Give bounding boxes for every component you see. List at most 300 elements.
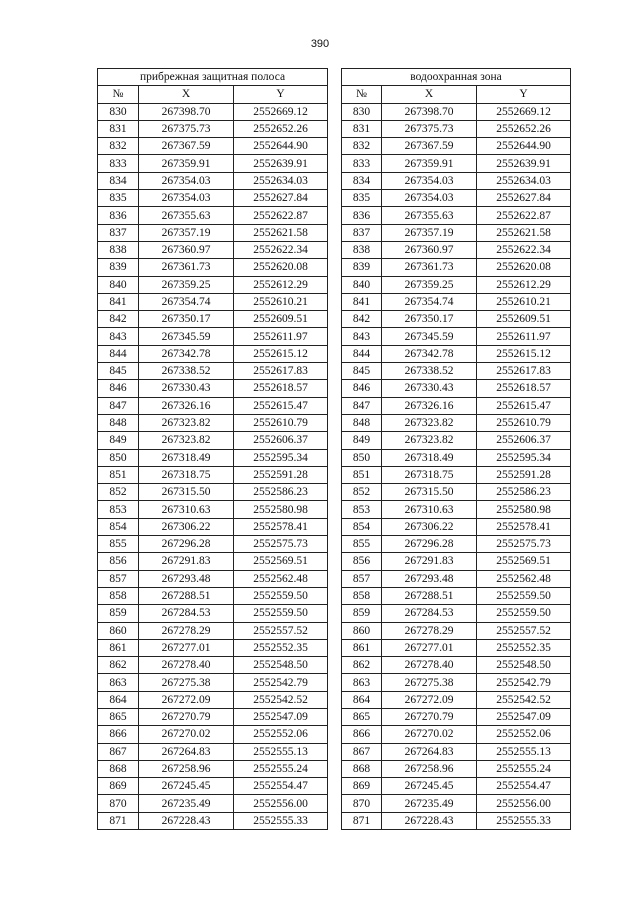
x-coordinate-cell: 267245.45 — [139, 778, 234, 795]
x-coordinate-cell: 267291.83 — [139, 553, 234, 570]
page-number: 390 — [310, 38, 330, 50]
x-coordinate-cell: 267310.63 — [139, 501, 234, 518]
y-coordinate-cell: 2552606.37 — [477, 432, 571, 449]
y-coordinate-cell: 2552555.13 — [477, 743, 571, 760]
y-coordinate-cell: 2552652.26 — [477, 120, 571, 137]
point-number-cell: 857 — [342, 570, 382, 587]
y-coordinate-cell: 2552559.50 — [234, 605, 328, 622]
point-number-cell: 870 — [342, 795, 382, 812]
point-number-cell: 852 — [98, 484, 139, 501]
table-row — [98, 259, 328, 276]
table-row — [98, 639, 328, 656]
x-coordinate-cell: 267277.01 — [139, 639, 234, 656]
table-row — [98, 760, 328, 777]
table-row — [98, 622, 328, 639]
point-number-cell: 856 — [342, 553, 382, 570]
table-row — [98, 138, 328, 155]
y-coordinate-cell: 2552557.52 — [477, 622, 571, 639]
point-number-cell: 855 — [98, 536, 139, 553]
x-coordinate-cell: 267258.96 — [139, 760, 234, 777]
x-coordinate-cell: 267398.70 — [382, 103, 477, 120]
table-row — [98, 605, 328, 622]
x-coordinate-cell: 267310.63 — [382, 501, 477, 518]
table-row — [342, 259, 571, 276]
table-row — [342, 743, 571, 760]
point-number-cell: 843 — [98, 328, 139, 345]
table-row — [98, 432, 328, 449]
point-number-cell: 844 — [98, 345, 139, 362]
y-coordinate-cell: 2552634.03 — [477, 172, 571, 189]
point-number-cell: 838 — [98, 241, 139, 258]
point-number-cell: 851 — [342, 466, 382, 483]
table-row — [342, 657, 571, 674]
x-coordinate-cell: 267354.03 — [139, 190, 234, 207]
table-row — [342, 587, 571, 604]
y-coordinate-cell: 2552595.34 — [477, 449, 571, 466]
column-header-number: № — [342, 86, 382, 103]
table-row — [98, 241, 328, 258]
point-number-cell: 840 — [98, 276, 139, 293]
y-coordinate-cell: 2552615.12 — [477, 345, 571, 362]
table-row — [98, 691, 328, 708]
table-title: водоохранная зона — [342, 69, 571, 86]
column-header-y: Y — [234, 86, 328, 103]
table-row — [342, 639, 571, 656]
table-row — [98, 726, 328, 743]
point-number-cell: 840 — [342, 276, 382, 293]
point-number-cell: 868 — [342, 760, 382, 777]
y-coordinate-cell: 2552555.13 — [234, 743, 328, 760]
table-row — [342, 622, 571, 639]
x-coordinate-cell: 267278.29 — [382, 622, 477, 639]
point-number-cell: 862 — [342, 657, 382, 674]
point-number-cell: 859 — [98, 605, 139, 622]
table-row — [98, 518, 328, 535]
table-row — [342, 397, 571, 414]
y-coordinate-cell: 2552580.98 — [477, 501, 571, 518]
x-coordinate-cell: 267270.02 — [382, 726, 477, 743]
point-number-cell: 846 — [342, 380, 382, 397]
table-row — [98, 328, 328, 345]
y-coordinate-cell: 2552618.57 — [477, 380, 571, 397]
point-number-cell: 864 — [342, 691, 382, 708]
point-number-cell: 860 — [342, 622, 382, 639]
point-number-cell: 845 — [342, 363, 382, 380]
point-number-cell: 854 — [342, 518, 382, 535]
y-coordinate-cell: 2552542.52 — [234, 691, 328, 708]
y-coordinate-cell: 2552622.87 — [234, 207, 328, 224]
table-row — [342, 432, 571, 449]
point-number-cell: 871 — [342, 812, 382, 829]
column-header-x: X — [382, 86, 477, 103]
point-number-cell: 867 — [342, 743, 382, 760]
y-coordinate-cell: 2552639.91 — [234, 155, 328, 172]
y-coordinate-cell: 2552617.83 — [234, 363, 328, 380]
table-row — [98, 657, 328, 674]
table-row — [98, 276, 328, 293]
x-coordinate-cell: 267360.97 — [139, 241, 234, 258]
table-row — [98, 380, 328, 397]
x-coordinate-cell: 267228.43 — [139, 812, 234, 829]
column-header-y: Y — [477, 86, 571, 103]
table-row — [342, 293, 571, 310]
table-row — [342, 691, 571, 708]
table-row — [98, 501, 328, 518]
table-row — [98, 345, 328, 362]
x-coordinate-cell: 267296.28 — [382, 536, 477, 553]
y-coordinate-cell: 2552618.57 — [234, 380, 328, 397]
table-row — [98, 466, 328, 483]
column-header-x: X — [139, 86, 234, 103]
y-coordinate-cell: 2552556.00 — [477, 795, 571, 812]
point-number-cell: 863 — [342, 674, 382, 691]
x-coordinate-cell: 267359.91 — [139, 155, 234, 172]
y-coordinate-cell: 2552612.29 — [477, 276, 571, 293]
table-row — [98, 536, 328, 553]
x-coordinate-cell: 267330.43 — [139, 380, 234, 397]
table-row — [98, 293, 328, 310]
y-coordinate-cell: 2552555.33 — [234, 812, 328, 829]
table-row — [98, 812, 328, 829]
table-row — [342, 172, 571, 189]
x-coordinate-cell: 267323.82 — [139, 414, 234, 431]
x-coordinate-cell: 267318.75 — [139, 466, 234, 483]
point-number-cell: 866 — [342, 726, 382, 743]
x-coordinate-cell: 267323.82 — [382, 432, 477, 449]
point-number-cell: 830 — [342, 103, 382, 120]
table-row — [342, 501, 571, 518]
x-coordinate-cell: 267367.59 — [382, 138, 477, 155]
y-coordinate-cell: 2552555.24 — [234, 760, 328, 777]
point-number-cell: 834 — [342, 172, 382, 189]
point-number-cell: 847 — [342, 397, 382, 414]
y-coordinate-cell: 2552606.37 — [234, 432, 328, 449]
point-number-cell: 848 — [98, 414, 139, 431]
coastal-protection-strip-table — [97, 68, 328, 830]
point-number-cell: 847 — [98, 397, 139, 414]
point-number-cell: 869 — [342, 778, 382, 795]
x-coordinate-cell: 267278.40 — [139, 657, 234, 674]
table-row — [342, 726, 571, 743]
point-number-cell: 845 — [98, 363, 139, 380]
y-coordinate-cell: 2552669.12 — [477, 103, 571, 120]
table-row — [98, 795, 328, 812]
table-row — [98, 570, 328, 587]
table-row — [342, 812, 571, 829]
y-coordinate-cell: 2552627.84 — [477, 190, 571, 207]
point-number-cell: 858 — [342, 587, 382, 604]
point-number-cell: 858 — [98, 587, 139, 604]
point-number-cell: 855 — [342, 536, 382, 553]
y-coordinate-cell: 2552554.47 — [234, 778, 328, 795]
x-coordinate-cell: 267264.83 — [382, 743, 477, 760]
point-number-cell: 839 — [342, 259, 382, 276]
x-coordinate-cell: 267342.78 — [382, 345, 477, 362]
x-coordinate-cell: 267277.01 — [382, 639, 477, 656]
x-coordinate-cell: 267306.22 — [139, 518, 234, 535]
y-coordinate-cell: 2552591.28 — [234, 466, 328, 483]
y-coordinate-cell: 2552615.47 — [477, 397, 571, 414]
point-number-cell: 836 — [98, 207, 139, 224]
point-number-cell: 842 — [342, 311, 382, 328]
y-coordinate-cell: 2552552.35 — [234, 639, 328, 656]
table-row — [342, 536, 571, 553]
x-coordinate-cell: 267375.73 — [139, 120, 234, 137]
x-coordinate-cell: 267359.25 — [382, 276, 477, 293]
x-coordinate-cell: 267326.16 — [382, 397, 477, 414]
table-row — [98, 120, 328, 137]
table-row — [342, 760, 571, 777]
point-number-cell: 862 — [98, 657, 139, 674]
point-number-cell: 861 — [98, 639, 139, 656]
x-coordinate-cell: 267350.17 — [382, 311, 477, 328]
x-coordinate-cell: 267318.75 — [382, 466, 477, 483]
x-coordinate-cell: 267245.45 — [382, 778, 477, 795]
point-number-cell: 841 — [342, 293, 382, 310]
y-coordinate-cell: 2552542.52 — [477, 691, 571, 708]
x-coordinate-cell: 267357.19 — [382, 224, 477, 241]
point-number-cell: 832 — [98, 138, 139, 155]
point-number-cell: 850 — [342, 449, 382, 466]
y-coordinate-cell: 2552627.84 — [234, 190, 328, 207]
x-coordinate-cell: 267278.29 — [139, 622, 234, 639]
point-number-cell: 837 — [342, 224, 382, 241]
point-number-cell: 853 — [342, 501, 382, 518]
point-number-cell: 869 — [98, 778, 139, 795]
x-coordinate-cell: 267306.22 — [382, 518, 477, 535]
point-number-cell: 837 — [98, 224, 139, 241]
table-row — [342, 449, 571, 466]
x-coordinate-cell: 267354.74 — [382, 293, 477, 310]
table-row — [342, 466, 571, 483]
point-number-cell: 842 — [98, 311, 139, 328]
point-number-cell: 849 — [98, 432, 139, 449]
y-coordinate-cell: 2552622.34 — [234, 241, 328, 258]
point-number-cell: 834 — [98, 172, 139, 189]
y-coordinate-cell: 2552644.90 — [477, 138, 571, 155]
y-coordinate-cell: 2552548.50 — [234, 657, 328, 674]
y-coordinate-cell: 2552610.79 — [234, 414, 328, 431]
point-number-cell: 859 — [342, 605, 382, 622]
y-coordinate-cell: 2552555.24 — [477, 760, 571, 777]
x-coordinate-cell: 267288.51 — [139, 587, 234, 604]
x-coordinate-cell: 267228.43 — [382, 812, 477, 829]
y-coordinate-cell: 2552621.58 — [234, 224, 328, 241]
x-coordinate-cell: 267330.43 — [382, 380, 477, 397]
table-row — [342, 380, 571, 397]
table-row — [342, 795, 571, 812]
y-coordinate-cell: 2552575.73 — [477, 536, 571, 553]
y-coordinate-cell: 2552578.41 — [477, 518, 571, 535]
table-row — [342, 207, 571, 224]
x-coordinate-cell: 267398.70 — [139, 103, 234, 120]
table-row — [98, 311, 328, 328]
x-coordinate-cell: 267355.63 — [382, 207, 477, 224]
x-coordinate-cell: 267315.50 — [382, 484, 477, 501]
table-row — [342, 484, 571, 501]
point-number-cell: 849 — [342, 432, 382, 449]
point-number-cell: 851 — [98, 466, 139, 483]
x-coordinate-cell: 267272.09 — [139, 691, 234, 708]
y-coordinate-cell: 2552615.12 — [234, 345, 328, 362]
y-coordinate-cell: 2552575.73 — [234, 536, 328, 553]
x-coordinate-cell: 267357.19 — [139, 224, 234, 241]
table-row — [98, 674, 328, 691]
x-coordinate-cell: 267350.17 — [139, 311, 234, 328]
table-row — [342, 778, 571, 795]
y-coordinate-cell: 2552554.47 — [477, 778, 571, 795]
point-number-cell: 863 — [98, 674, 139, 691]
point-number-cell: 864 — [98, 691, 139, 708]
y-coordinate-cell: 2552542.79 — [477, 674, 571, 691]
point-number-cell: 835 — [98, 190, 139, 207]
point-number-cell: 841 — [98, 293, 139, 310]
table-row — [342, 518, 571, 535]
y-coordinate-cell: 2552547.09 — [477, 708, 571, 725]
x-coordinate-cell: 267359.91 — [382, 155, 477, 172]
table-row — [342, 120, 571, 137]
point-number-cell: 868 — [98, 760, 139, 777]
x-coordinate-cell: 267318.49 — [139, 449, 234, 466]
y-coordinate-cell: 2552569.51 — [234, 553, 328, 570]
point-number-cell: 870 — [98, 795, 139, 812]
x-coordinate-cell: 267323.82 — [139, 432, 234, 449]
y-coordinate-cell: 2552620.08 — [234, 259, 328, 276]
table-row — [98, 172, 328, 189]
y-coordinate-cell: 2552620.08 — [477, 259, 571, 276]
table-row — [98, 414, 328, 431]
table-row — [98, 708, 328, 725]
point-number-cell: 854 — [98, 518, 139, 535]
y-coordinate-cell: 2552586.23 — [234, 484, 328, 501]
y-coordinate-cell: 2552609.51 — [234, 311, 328, 328]
table-row — [342, 138, 571, 155]
x-coordinate-cell: 267284.53 — [382, 605, 477, 622]
table-row — [342, 190, 571, 207]
table-row — [342, 570, 571, 587]
x-coordinate-cell: 267293.48 — [139, 570, 234, 587]
table-row — [342, 155, 571, 172]
x-coordinate-cell: 267291.83 — [382, 553, 477, 570]
point-number-cell: 852 — [342, 484, 382, 501]
x-coordinate-cell: 267342.78 — [139, 345, 234, 362]
y-coordinate-cell: 2552556.00 — [234, 795, 328, 812]
x-coordinate-cell: 267361.73 — [382, 259, 477, 276]
x-coordinate-cell: 267275.38 — [139, 674, 234, 691]
column-header-number: № — [98, 86, 139, 103]
point-number-cell: 839 — [98, 259, 139, 276]
y-coordinate-cell: 2552621.58 — [477, 224, 571, 241]
table-row — [98, 103, 328, 120]
y-coordinate-cell: 2552586.23 — [477, 484, 571, 501]
y-coordinate-cell: 2552559.50 — [477, 605, 571, 622]
point-number-cell: 850 — [98, 449, 139, 466]
y-coordinate-cell: 2552578.41 — [234, 518, 328, 535]
table-row — [98, 484, 328, 501]
point-number-cell: 860 — [98, 622, 139, 639]
y-coordinate-cell: 2552634.03 — [234, 172, 328, 189]
point-number-cell: 832 — [342, 138, 382, 155]
y-coordinate-cell: 2552610.79 — [477, 414, 571, 431]
water-protection-zone-table — [341, 68, 571, 830]
point-number-cell: 838 — [342, 241, 382, 258]
table-row — [342, 311, 571, 328]
table-row — [98, 207, 328, 224]
point-number-cell: 836 — [342, 207, 382, 224]
x-coordinate-cell: 267355.63 — [139, 207, 234, 224]
point-number-cell: 866 — [98, 726, 139, 743]
table-row — [342, 241, 571, 258]
table-row — [98, 397, 328, 414]
x-coordinate-cell: 267272.09 — [382, 691, 477, 708]
table-row — [342, 363, 571, 380]
x-coordinate-cell: 267345.59 — [382, 328, 477, 345]
point-number-cell: 865 — [342, 708, 382, 725]
x-coordinate-cell: 267375.73 — [382, 120, 477, 137]
y-coordinate-cell: 2552611.97 — [477, 328, 571, 345]
x-coordinate-cell: 267360.97 — [382, 241, 477, 258]
point-number-cell: 835 — [342, 190, 382, 207]
x-coordinate-cell: 267338.52 — [139, 363, 234, 380]
point-number-cell: 844 — [342, 345, 382, 362]
x-coordinate-cell: 267270.79 — [139, 708, 234, 725]
y-coordinate-cell: 2552595.34 — [234, 449, 328, 466]
table-row — [98, 743, 328, 760]
table-row — [342, 328, 571, 345]
point-number-cell: 857 — [98, 570, 139, 587]
point-number-cell: 830 — [98, 103, 139, 120]
x-coordinate-cell: 267278.40 — [382, 657, 477, 674]
y-coordinate-cell: 2552547.09 — [234, 708, 328, 725]
point-number-cell: 867 — [98, 743, 139, 760]
table-row — [98, 778, 328, 795]
table-row — [98, 190, 328, 207]
x-coordinate-cell: 267270.02 — [139, 726, 234, 743]
y-coordinate-cell: 2552555.33 — [477, 812, 571, 829]
point-number-cell: 871 — [98, 812, 139, 829]
x-coordinate-cell: 267288.51 — [382, 587, 477, 604]
table-row — [98, 363, 328, 380]
table-row — [98, 553, 328, 570]
table-row — [342, 708, 571, 725]
x-coordinate-cell: 267354.03 — [139, 172, 234, 189]
y-coordinate-cell: 2552611.97 — [234, 328, 328, 345]
x-coordinate-cell: 267354.03 — [382, 190, 477, 207]
x-coordinate-cell: 267235.49 — [139, 795, 234, 812]
point-number-cell: 856 — [98, 553, 139, 570]
y-coordinate-cell: 2552559.50 — [234, 587, 328, 604]
point-number-cell: 831 — [342, 120, 382, 137]
x-coordinate-cell: 267264.83 — [139, 743, 234, 760]
point-number-cell: 853 — [98, 501, 139, 518]
y-coordinate-cell: 2552562.48 — [477, 570, 571, 587]
x-coordinate-cell: 267361.73 — [139, 259, 234, 276]
y-coordinate-cell: 2552562.48 — [234, 570, 328, 587]
x-coordinate-cell: 267323.82 — [382, 414, 477, 431]
table-row — [342, 345, 571, 362]
x-coordinate-cell: 267296.28 — [139, 536, 234, 553]
point-number-cell: 846 — [98, 380, 139, 397]
y-coordinate-cell: 2552552.35 — [477, 639, 571, 656]
x-coordinate-cell: 267367.59 — [139, 138, 234, 155]
x-coordinate-cell: 267354.03 — [382, 172, 477, 189]
y-coordinate-cell: 2552580.98 — [234, 501, 328, 518]
table-row — [342, 103, 571, 120]
x-coordinate-cell: 267293.48 — [382, 570, 477, 587]
y-coordinate-cell: 2552569.51 — [477, 553, 571, 570]
y-coordinate-cell: 2552612.29 — [234, 276, 328, 293]
point-number-cell: 843 — [342, 328, 382, 345]
